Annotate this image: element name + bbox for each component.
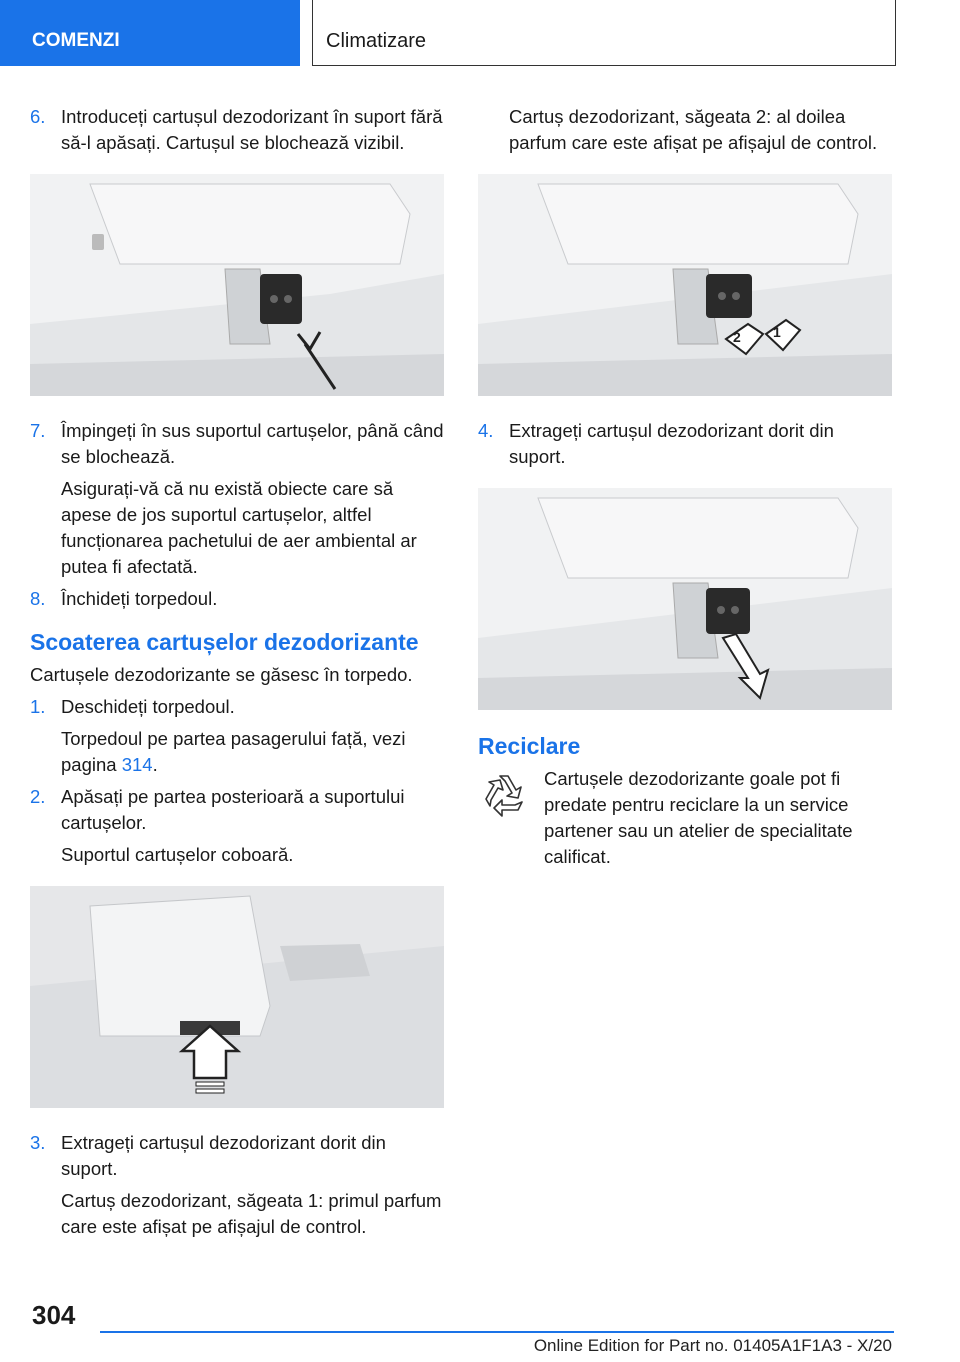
step-text: Deschideți torpedoul. — [61, 696, 235, 717]
step-3 — [30, 1130, 444, 1182]
step-2 — [30, 784, 444, 836]
note-text: Torpedoul pe partea pasagerului față, vezi pagina — [61, 728, 406, 775]
step-text: Apăsați pe partea posterioară a suportului cartușelor. — [61, 786, 405, 833]
step-number: 3. — [30, 1132, 46, 1153]
section-heading-remove: Scoaterea cartușelor dezodorizante — [30, 629, 419, 655]
photo-insert-cartridge — [30, 174, 444, 396]
step-7-note: Asigurați-vă că nu există obiecte care să apese de jos suportul cartușelor, altfel funcționarea pachetului de aer ambiental ar putea fi afectată. — [61, 478, 417, 577]
photo-press-holder — [30, 886, 444, 1108]
photo-extract-cartridge — [478, 488, 892, 710]
step-1 — [30, 694, 444, 720]
page-link[interactable]: 314 — [121, 754, 153, 775]
left-column — [30, 104, 444, 1246]
section-heading-recycle: Reciclare — [478, 733, 581, 759]
arrow-label-1: 1 — [773, 324, 781, 340]
step-text: Închideți torpedoul. — [61, 588, 218, 609]
footer-divider — [100, 1331, 894, 1333]
section-tab: COMENZI — [0, 0, 300, 66]
step-6 — [30, 104, 444, 156]
step-4 — [478, 418, 892, 470]
recycle-icon — [478, 766, 544, 870]
step-number: 6. — [30, 106, 46, 127]
step-number: 1. — [30, 696, 46, 717]
recycle-block — [478, 766, 892, 870]
step-number: 7. — [30, 420, 46, 441]
step-text: Introduceți cartușul dezodorizant în suport fără să-l apăsați. Cartușul se blochează vizibil. — [61, 106, 443, 153]
step-text: Extrageți cartușul dezodorizant dorit din suport. — [509, 420, 834, 467]
step-7 — [30, 418, 444, 470]
step-8 — [30, 586, 444, 612]
recycle-text: Cartușele dezodorizante goale pot fi predate pentru reciclare la un service partener sau un atelier de specialitate calificat. — [544, 768, 853, 867]
step-number: 8. — [30, 588, 46, 609]
chapter-title: Climatizare — [312, 0, 896, 66]
step-3-note-cont: Cartuș dezodorizant, săgeata 2: al doilea parfum care este afișat pe afișajul de control. — [509, 106, 878, 153]
step-text: Extrageți cartușul dezodorizant dorit din suport. — [61, 1132, 386, 1179]
photo-arrows-1-2 — [478, 174, 892, 396]
step-1-note — [30, 726, 444, 778]
intro-text: Cartușele dezodorizante se găsesc în torpedo. — [30, 664, 413, 685]
page-number: 304 — [32, 1300, 76, 1330]
note-end: . — [152, 754, 158, 775]
right-column — [478, 104, 892, 870]
step-number: 2. — [30, 786, 46, 807]
step-number: 4. — [478, 420, 494, 441]
step-2-note: Suportul cartușelor coboară. — [61, 844, 294, 865]
arrow-label-2: 2 — [733, 329, 741, 345]
step-3-note: Cartuș dezodorizant, săgeata 1: primul parfum care este afișat pe afișajul de control. — [61, 1190, 442, 1237]
step-text: Împingeți în sus suportul cartușelor, până când se blochează. — [61, 420, 444, 467]
footer-edition: Online Edition for Part no. 01405A1F1A3 - X/20 — [533, 1336, 892, 1355]
